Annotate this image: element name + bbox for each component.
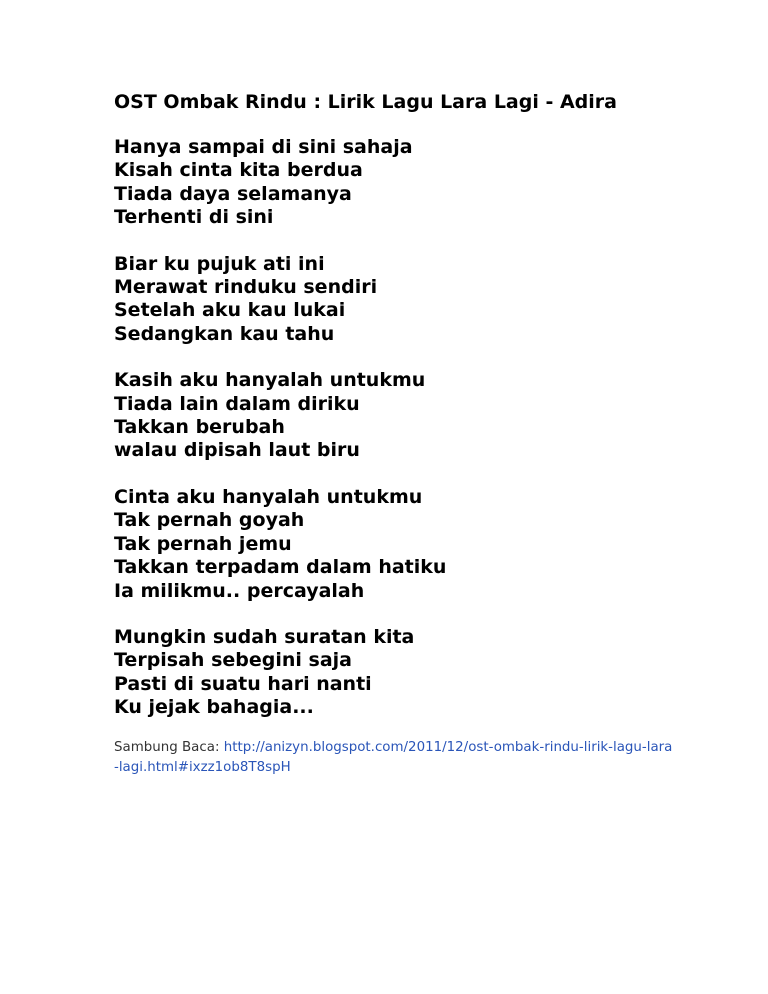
lyric-line: Pasti di suatu hari nanti: [114, 672, 372, 695]
stanza: [114, 369, 714, 463]
lyric-line: Kisah cinta kita berdua: [114, 159, 363, 182]
lyric-line: Cinta aku hanyalah untukmu: [114, 485, 423, 508]
lyric-line: Mungkin sudah suratan kita: [114, 625, 415, 648]
lyric-line: Takkan terpadam dalam hatiku: [114, 556, 447, 579]
lyric-line: Terpisah sebegini saja: [114, 649, 352, 672]
lyric-line: Merawat rinduku sendiri: [114, 276, 378, 299]
lyric-line: Biar ku pujuk ati ini: [114, 252, 325, 275]
lyric-line: Ia milikmu.. percayalah: [114, 579, 365, 602]
lyric-line: walau dipisah laut biru: [114, 439, 360, 462]
lyric-line: Ku jejak bahagia...: [114, 696, 314, 719]
stanza: [114, 626, 714, 720]
stanza: [114, 486, 714, 603]
source-label: Sambung Baca:: [114, 740, 220, 755]
lyric-line: Tak pernah goyah: [114, 509, 305, 532]
lyric-line: Tiada daya selamanya: [114, 182, 352, 205]
lyric-line: Takkan berubah: [114, 416, 285, 439]
lyric-line: Terhenti di sini: [114, 206, 274, 229]
lyric-line: Sedangkan kau tahu: [114, 322, 335, 345]
source-link[interactable]: http://anizyn.blogspot.com/2011/12/ost-ombak-rindu-lirik-lagu-lara-lagi.html#ixzz1ob8T8spH: [114, 740, 673, 775]
lyric-line: Kasih aku hanyalah untukmu: [114, 369, 426, 392]
lyric-line: Hanya sampai di sini sahaja: [114, 136, 413, 158]
source-note: [114, 738, 674, 778]
lyric-line: Tak pernah jemu: [114, 532, 292, 555]
lyrics-body: [114, 136, 714, 743]
page-title: OST Ombak Rindu : Lirik Lagu Lara Lagi - Adira: [114, 91, 617, 113]
lyric-line: Setelah aku kau lukai: [114, 299, 346, 322]
stanza: [114, 136, 714, 230]
lyric-line: Tiada lain dalam diriku: [114, 392, 360, 415]
stanza: [114, 253, 714, 347]
